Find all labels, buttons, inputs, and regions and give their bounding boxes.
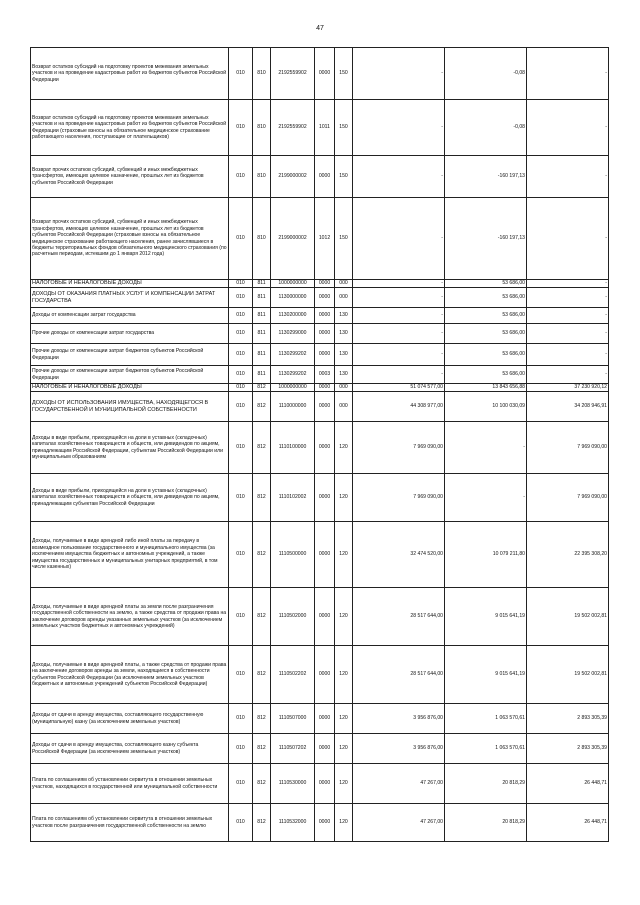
row-code-kosgu: 120: [335, 646, 353, 704]
row-code-kosgu: 000: [335, 288, 353, 308]
row-code-admin: 010: [229, 384, 253, 392]
row-unexecuted: 2 893 305,39: [527, 734, 609, 764]
row-code-kbk: 1130299000: [271, 324, 315, 344]
row-code-sub: 0000: [315, 324, 335, 344]
row-plan: 28 517 644,00: [353, 646, 445, 704]
row-code-kosgu: 120: [335, 704, 353, 734]
table-row: [31, 280, 609, 288]
row-code-kbk: 1110000000: [271, 392, 315, 422]
row-executed: 53 686,00: [445, 308, 527, 324]
row-code-sub: 0000: [315, 384, 335, 392]
row-plan: 7 969 090,00: [353, 474, 445, 522]
row-executed: -: [445, 474, 527, 522]
table-row: [31, 48, 609, 100]
row-code-admin: 010: [229, 392, 253, 422]
table-row: [31, 588, 609, 646]
row-unexecuted: 7 969 090,00: [527, 474, 609, 522]
table-row: [31, 100, 609, 156]
row-name: Прочие доходы от компенсации затрат государства: [31, 324, 229, 344]
row-code-kosgu: 150: [335, 100, 353, 156]
row-name: Возврат остатков субсидий на подготовку проектов межевания земельных участков и на проведение кадастровых работ из бюджетов субъектов Российской Федерации: [31, 48, 229, 100]
row-code-sub: 0000: [315, 48, 335, 100]
table-row: [31, 734, 609, 764]
row-code-sub: 0000: [315, 734, 335, 764]
row-code-sub: 0003: [315, 366, 335, 384]
row-executed: 20 818,29: [445, 804, 527, 842]
row-name: Доходы от сдачи в аренду имущества, составляющего государственную (муниципальную) казну (за исключением земельных участков): [31, 704, 229, 734]
row-executed: -160 197,13: [445, 156, 527, 198]
row-name: Доходы в виде прибыли, приходящейся на доли в уставных (складочных) капиталах хозяйственных товариществ и обществ, или дивидендов по акциям, принадлежащим субъектам Российской Федерации: [31, 474, 229, 522]
table-row: [31, 474, 609, 522]
row-executed: 53 686,00: [445, 288, 527, 308]
row-code-kosgu: 000: [335, 384, 353, 392]
row-code-admin: 010: [229, 156, 253, 198]
row-code-chief: 812: [253, 734, 271, 764]
row-executed: 53 686,00: [445, 344, 527, 366]
row-executed: -: [445, 422, 527, 474]
row-plan: -: [353, 366, 445, 384]
row-code-kbk: 1110507000: [271, 704, 315, 734]
row-unexecuted: 7 969 090,00: [527, 422, 609, 474]
table-row: [31, 324, 609, 344]
row-code-sub: 0000: [315, 288, 335, 308]
row-executed: 53 686,00: [445, 366, 527, 384]
row-code-admin: 010: [229, 344, 253, 366]
row-code-chief: 810: [253, 100, 271, 156]
row-unexecuted: 19 502 002,81: [527, 588, 609, 646]
row-name: Доходы, получаемые в виде арендной либо иной платы за передачу в возмездное пользование государственного и муниципального имущества (за исключением имущества бюджетных и автономных учреждений, а также имущества государственных и муниципальных унитарных предприятий, в том числе казенных): [31, 522, 229, 588]
row-code-kosgu: 130: [335, 324, 353, 344]
row-name: Возврат остатков субсидий на подготовку проектов межевания земельных участков и на проведение кадастровых работ из бюджетов субъектов Российской Федерации (страховые взносы на обязательное медицинское страхование работающего населения, поступающие от плательщиков): [31, 100, 229, 156]
row-code-admin: 010: [229, 308, 253, 324]
row-code-admin: 010: [229, 646, 253, 704]
row-code-chief: 812: [253, 704, 271, 734]
row-executed: 13 843 656,88: [445, 384, 527, 392]
row-code-kbk: 1130299202: [271, 344, 315, 366]
row-executed: 9 015 641,19: [445, 588, 527, 646]
row-code-admin: 010: [229, 474, 253, 522]
row-code-kosgu: 120: [335, 522, 353, 588]
row-code-kosgu: 150: [335, 156, 353, 198]
row-unexecuted: -: [527, 288, 609, 308]
row-code-kosgu: 130: [335, 366, 353, 384]
table-row: [31, 646, 609, 704]
row-code-kbk: 2192559902: [271, 100, 315, 156]
table-row: [31, 156, 609, 198]
row-unexecuted: -: [527, 156, 609, 198]
row-code-chief: 812: [253, 804, 271, 842]
row-code-kosgu: 120: [335, 734, 353, 764]
row-plan: 28 517 644,00: [353, 588, 445, 646]
row-code-chief: 810: [253, 198, 271, 280]
row-plan: -: [353, 288, 445, 308]
row-code-admin: 010: [229, 100, 253, 156]
row-name: НАЛОГОВЫЕ И НЕНАЛОГОВЫЕ ДОХОДЫ: [31, 280, 229, 288]
row-executed: 10 079 211,80: [445, 522, 527, 588]
table-row: [31, 704, 609, 734]
row-code-sub: 0000: [315, 588, 335, 646]
row-code-chief: 812: [253, 474, 271, 522]
row-plan: 3 956 876,00: [353, 704, 445, 734]
row-plan: -: [353, 198, 445, 280]
row-code-admin: 010: [229, 734, 253, 764]
row-executed: 9 015 641,19: [445, 646, 527, 704]
row-code-kbk: 1110530000: [271, 764, 315, 804]
row-executed: -0,08: [445, 48, 527, 100]
row-code-kosgu: 120: [335, 588, 353, 646]
row-code-kbk: 1000000000: [271, 384, 315, 392]
row-unexecuted: 19 502 002,81: [527, 646, 609, 704]
row-code-chief: 810: [253, 156, 271, 198]
table-row: [31, 384, 609, 392]
row-plan: -: [353, 324, 445, 344]
row-code-kosgu: 000: [335, 392, 353, 422]
row-code-kbk: 2199000002: [271, 156, 315, 198]
row-code-chief: 811: [253, 308, 271, 324]
row-code-chief: 812: [253, 764, 271, 804]
row-code-kbk: 1000000000: [271, 280, 315, 288]
row-code-kosgu: 130: [335, 344, 353, 366]
row-code-chief: 811: [253, 366, 271, 384]
row-code-admin: 010: [229, 366, 253, 384]
row-unexecuted: -: [527, 198, 609, 280]
row-code-kbk: 2192559902: [271, 48, 315, 100]
row-code-chief: 812: [253, 588, 271, 646]
row-code-sub: 1011: [315, 100, 335, 156]
row-code-kbk: 1130200000: [271, 308, 315, 324]
row-code-chief: 812: [253, 646, 271, 704]
row-code-sub: 0000: [315, 704, 335, 734]
row-code-kosgu: 120: [335, 804, 353, 842]
row-code-kbk: 1110500000: [271, 522, 315, 588]
row-unexecuted: 26 448,71: [527, 804, 609, 842]
row-name: Возврат прочих остатков субсидий, субвенций и иных межбюджетных трансфертов, имеющих целевое назначение, прошлых лет из бюджетов субъектов Российской Федерации (страховые взносы на обязательное медицинское страхование работающего населения, ранее зачислявшиеся в бюджеты территориальных фондов обязательного медицинского страхования (по расчетным периодам, истекшим до 1 января 2012 года): [31, 198, 229, 280]
row-code-admin: 010: [229, 522, 253, 588]
report-table: [30, 47, 609, 842]
row-executed: -160 197,13: [445, 198, 527, 280]
row-unexecuted: 22 395 308,20: [527, 522, 609, 588]
row-code-sub: 0000: [315, 422, 335, 474]
row-name: НАЛОГОВЫЕ И НЕНАЛОГОВЫЕ ДОХОДЫ: [31, 384, 229, 392]
row-code-admin: 010: [229, 804, 253, 842]
row-code-kbk: 1110502202: [271, 646, 315, 704]
row-code-chief: 810: [253, 48, 271, 100]
row-code-kbk: 1130000000: [271, 288, 315, 308]
row-plan: -: [353, 344, 445, 366]
row-code-kosgu: 120: [335, 764, 353, 804]
row-code-sub: 0000: [315, 474, 335, 522]
row-code-admin: 010: [229, 764, 253, 804]
row-code-kosgu: 000: [335, 280, 353, 288]
row-code-sub: 0000: [315, 392, 335, 422]
row-code-chief: 812: [253, 392, 271, 422]
row-code-kbk: 1110100000: [271, 422, 315, 474]
row-code-chief: 812: [253, 384, 271, 392]
row-code-admin: 010: [229, 280, 253, 288]
row-code-admin: 010: [229, 324, 253, 344]
row-name: Прочие доходы от компенсации затрат бюджетов субъектов Российской Федерации: [31, 366, 229, 384]
row-plan: -: [353, 48, 445, 100]
row-name: Плата по соглашениям об установлении сервитута в отношении земельных участков, находящихся в государственной или муниципальной собственности: [31, 764, 229, 804]
row-plan: 3 956 876,00: [353, 734, 445, 764]
row-unexecuted: 34 208 946,91: [527, 392, 609, 422]
row-executed: 20 818,29: [445, 764, 527, 804]
row-unexecuted: -: [527, 280, 609, 288]
row-plan: -: [353, 308, 445, 324]
row-plan: -: [353, 100, 445, 156]
row-unexecuted: -: [527, 48, 609, 100]
row-code-sub: 0000: [315, 764, 335, 804]
table-row: [31, 522, 609, 588]
row-code-kosgu: 130: [335, 308, 353, 324]
row-name: Возврат прочих остатков субсидий, субвенций и иных межбюджетных трансфертов, имеющих целевое назначение, прошлых лет из бюджетов субъектов Российской Федерации: [31, 156, 229, 198]
row-name: Плата по соглашениям об установлении сервитута в отношении земельных участков после разграничения государственной собственности на землю: [31, 804, 229, 842]
row-unexecuted: 26 448,71: [527, 764, 609, 804]
row-plan: -: [353, 156, 445, 198]
row-unexecuted: 2 893 305,39: [527, 704, 609, 734]
row-plan: 44 308 977,00: [353, 392, 445, 422]
row-code-sub: 0000: [315, 646, 335, 704]
row-executed: 53 686,00: [445, 324, 527, 344]
row-code-kosgu: 150: [335, 198, 353, 280]
row-executed: 1 063 570,61: [445, 734, 527, 764]
row-code-chief: 811: [253, 280, 271, 288]
row-plan: 47 267,00: [353, 764, 445, 804]
table-row: [31, 392, 609, 422]
row-code-chief: 812: [253, 522, 271, 588]
row-unexecuted: -: [527, 344, 609, 366]
row-code-kbk: 1110502000: [271, 588, 315, 646]
row-executed: 10 100 030,09: [445, 392, 527, 422]
row-unexecuted: -: [527, 100, 609, 156]
table-row: [31, 198, 609, 280]
row-unexecuted: -: [527, 308, 609, 324]
row-code-kosgu: 150: [335, 48, 353, 100]
row-code-chief: 812: [253, 422, 271, 474]
row-unexecuted: 37 230 920,12: [527, 384, 609, 392]
row-code-kosgu: 120: [335, 474, 353, 522]
row-name: Прочие доходы от компенсации затрат бюджетов субъектов Российской Федерации: [31, 344, 229, 366]
table-row: [31, 308, 609, 324]
row-name: Доходы, получаемые в виде арендной платы, а также средства от продажи права на заключение договоров аренды за земли, находящиеся в собственности субъектов Российской Федерации (за исключением земельных участков бюджетных и автономных учреждений субъектов Российской Федерации): [31, 646, 229, 704]
row-code-sub: 1012: [315, 198, 335, 280]
row-code-kbk: 1110532000: [271, 804, 315, 842]
row-name: ДОХОДЫ ОТ ИСПОЛЬЗОВАНИЯ ИМУЩЕСТВА, НАХОДЯЩЕГОСЯ В ГОСУДАРСТВЕННОЙ И МУНИЦИПАЛЬНОЙ СОБСТВЕННОСТИ: [31, 392, 229, 422]
row-code-admin: 010: [229, 704, 253, 734]
row-code-kbk: 2199000002: [271, 198, 315, 280]
row-name: Доходы от сдачи в аренду имущества, составляющего казну субъекта Российской Федерации (за исключением земельных участков): [31, 734, 229, 764]
table-row: [31, 366, 609, 384]
row-name: ДОХОДЫ ОТ ОКАЗАНИЯ ПЛАТНЫХ УСЛУГ И КОМПЕНСАЦИИ ЗАТРАТ ГОСУДАРСТВА: [31, 288, 229, 308]
table-body: [31, 48, 609, 842]
row-code-sub: 0000: [315, 804, 335, 842]
row-name: Доходы от компенсации затрат государства: [31, 308, 229, 324]
row-code-sub: 0000: [315, 308, 335, 324]
row-code-admin: 010: [229, 588, 253, 646]
row-code-kbk: 1110102002: [271, 474, 315, 522]
row-code-sub: 0000: [315, 156, 335, 198]
row-name: Доходы, получаемые в виде арендной платы за земли после разграничения государственной собственности на землю, а также средства от продажи права на заключение договоров аренды указанных земельных участков (за исключением земельных участков бюджетных и автономных учреждений): [31, 588, 229, 646]
row-code-admin: 010: [229, 48, 253, 100]
page-number: 47: [316, 25, 324, 32]
table-row: [31, 804, 609, 842]
table-row: [31, 344, 609, 366]
row-code-chief: 811: [253, 288, 271, 308]
row-code-kbk: 1130299202: [271, 366, 315, 384]
row-code-admin: 010: [229, 198, 253, 280]
row-plan: 7 969 090,00: [353, 422, 445, 474]
row-code-kosgu: 120: [335, 422, 353, 474]
row-code-admin: 010: [229, 288, 253, 308]
table-row: [31, 764, 609, 804]
row-executed: -0,08: [445, 100, 527, 156]
row-unexecuted: -: [527, 324, 609, 344]
row-executed: 53 686,00: [445, 280, 527, 288]
row-plan: 47 267,00: [353, 804, 445, 842]
row-plan: 51 074 577,00: [353, 384, 445, 392]
row-code-sub: 0000: [315, 280, 335, 288]
row-code-sub: 0000: [315, 522, 335, 588]
row-name: Доходы в виде прибыли, приходящейся на доли в уставных (складочных) капиталах хозяйственных товариществ и обществ, или дивидендов по акциям, принадлежащим Российской Федерации, субъектам Российской Федерации или муниципальным образованиям: [31, 422, 229, 474]
row-code-sub: 0000: [315, 344, 335, 366]
table-row: [31, 288, 609, 308]
row-plan: -: [353, 280, 445, 288]
row-executed: 1 063 570,61: [445, 704, 527, 734]
row-code-chief: 811: [253, 344, 271, 366]
row-unexecuted: -: [527, 366, 609, 384]
row-code-admin: 010: [229, 422, 253, 474]
table-row: [31, 422, 609, 474]
row-code-chief: 811: [253, 324, 271, 344]
row-code-kbk: 1110507202: [271, 734, 315, 764]
row-plan: 32 474 520,00: [353, 522, 445, 588]
